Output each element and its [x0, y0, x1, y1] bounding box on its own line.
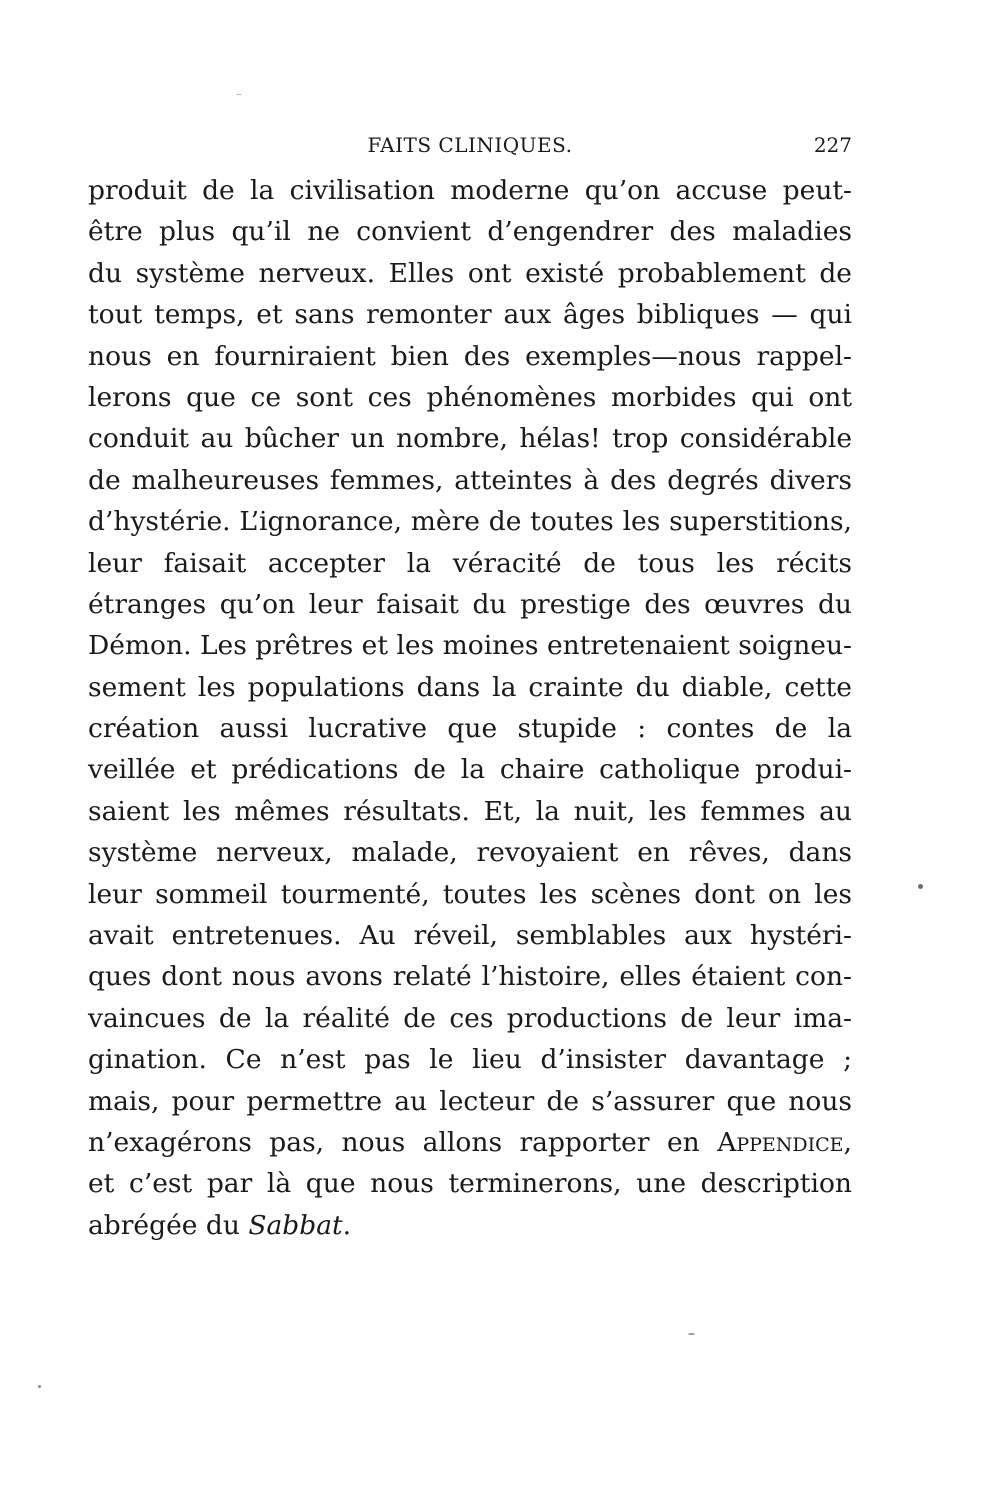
paper-speck — [38, 1385, 41, 1388]
text-line: produit de la civilisation moderne qu’on accuse peut- — [88, 175, 852, 206]
text-line: du système nerveux. Elles ont existé probablement de — [88, 257, 852, 289]
text-line: création aussi lucrative que stupide : contes de la — [88, 713, 852, 745]
text-line: saient les mêmes résultats. Et, la nuit, les femmes au — [88, 795, 852, 827]
text-line: veillée et prédications de la chaire catholique produi- — [88, 754, 852, 786]
text-line: et c’est par là que nous terminerons, une description — [88, 1168, 852, 1200]
text-line: nous en fourniraient bien des exemples—nous rappel- — [88, 340, 852, 372]
text-line: tout temps, et sans remonter aux âges bibliques — qui — [88, 299, 852, 331]
appendice-word: Appendice — [717, 1126, 844, 1158]
text-line: d’hystérie. L’ignorance, mère de toutes les superstitions, — [88, 506, 852, 538]
text-line: mais, pour permettre au lecteur de s’assurer que nous — [88, 1085, 852, 1117]
appendice-punctuation: , — [843, 1126, 852, 1158]
chapter-title: FAITS CLINIQUES. — [367, 133, 573, 157]
text-line: leur sommeil tourmenté, toutes les scènes dont on les — [88, 878, 852, 910]
text-line: être plus qu’il ne convient d’engendrer des maladies — [88, 216, 852, 248]
text-line: Démon. Les prêtres et les moines entretenaient soigneu- — [88, 630, 852, 662]
page-number: 227 — [813, 133, 852, 157]
text-line: avait entretenues. Au réveil, semblables aux hystéri- — [88, 920, 852, 952]
text-line-start: n’exagérons pas, nous allons rapporter en — [88, 1126, 700, 1158]
paper-speck — [918, 884, 923, 889]
text-line-final-prefix: abrégée du — [88, 1209, 249, 1241]
text-line: système nerveux, malade, revoyaient en rêves, dans — [88, 837, 852, 869]
text-line-final-suffix: . — [342, 1209, 352, 1241]
text-line: étranges qu’on leur faisait du prestige des œuvres du — [88, 588, 852, 620]
text-line-final — [88, 1205, 852, 1246]
text-line: sement les populations dans la crainte du diable, cette — [88, 671, 852, 703]
text-line: gination. Ce n’est pas le lieu d’insister davantage ; — [88, 1044, 852, 1076]
body-paragraph — [88, 170, 852, 1246]
text-line: ques dont nous avons relaté l’histoire, elles étaient con- — [88, 961, 852, 993]
text-line: conduit au bûcher un nombre, hélas! trop considérable — [88, 423, 852, 455]
text-line: lerons que ce sont ces phénomènes morbides qui ont — [88, 381, 852, 413]
sabbat-word: Sabbat — [248, 1209, 343, 1241]
text-line: vaincues de la réalité de ces productions de leur ima- — [88, 1002, 852, 1034]
text-line: de malheureuses femmes, atteintes à des degrés divers — [88, 464, 852, 496]
paper-speck — [688, 1333, 695, 1335]
text-line — [88, 1122, 852, 1163]
text-line: leur faisait accepter la véracité de tous les récits — [88, 547, 852, 579]
paper-speck — [236, 94, 242, 95]
running-header — [88, 128, 852, 162]
